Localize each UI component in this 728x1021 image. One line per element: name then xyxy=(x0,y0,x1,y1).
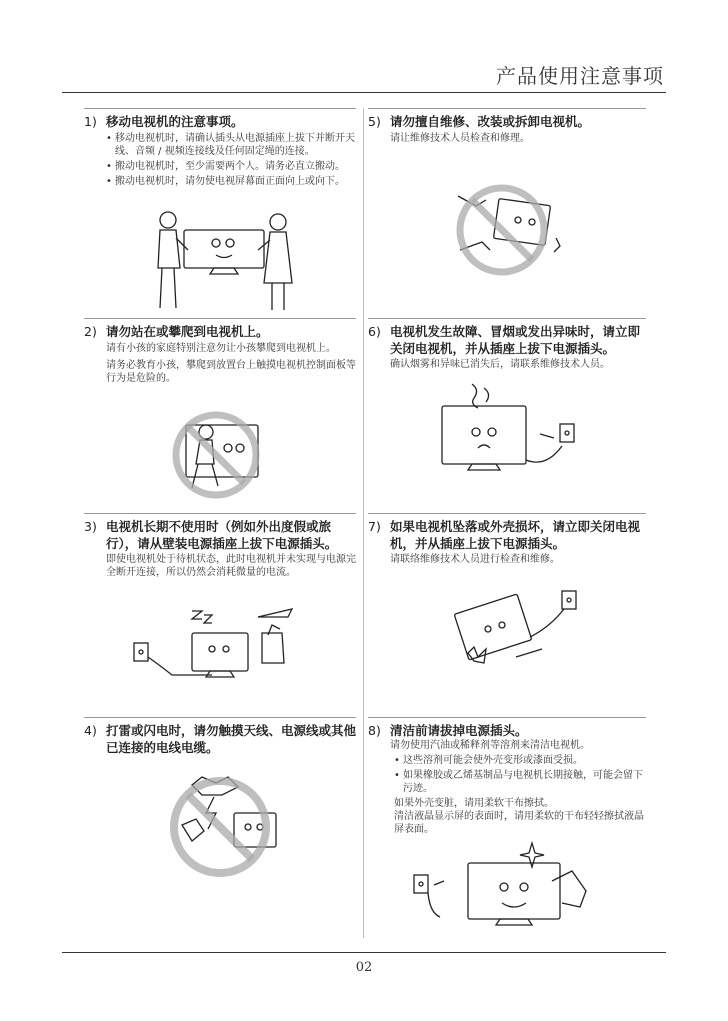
column-divider xyxy=(363,108,364,938)
section-number: 2) xyxy=(84,324,97,339)
section-6 xyxy=(368,318,646,513)
section-title: 打雷或闪电时，请勿触摸天线、电源线或其他已连接的电线电缆。 xyxy=(106,723,357,755)
section-text: 请务必教育小孩，攀爬到放置台上触摸电视机控制面板等行为是危险的。 xyxy=(106,360,356,384)
section-title: 清洁前请拔掉电源插头。 xyxy=(390,723,528,738)
section-8 xyxy=(368,717,646,939)
section-intro: 请勿使用汽油或稀释剂等溶剂来清洁电视机。 xyxy=(390,740,590,751)
section-text: 请让维修技术人员检查和修理。 xyxy=(390,133,530,144)
wipe-tv-screen-icon xyxy=(412,841,586,931)
header-rule xyxy=(62,92,666,93)
bullet-item: • 这些溶剂可能会使外壳变形或漆面受损。 xyxy=(394,754,646,767)
section-4 xyxy=(84,717,356,939)
page-title: 产品使用注意事项 xyxy=(496,64,664,88)
section-3 xyxy=(84,513,356,715)
section-2 xyxy=(84,318,356,513)
no-climbing-child-icon xyxy=(166,410,266,500)
section-number: 8) xyxy=(368,723,381,738)
section-text: 确认烟雾和异味已消失后，请联系维修技术人员。 xyxy=(390,359,610,370)
dropped-tv-unplug-icon xyxy=(446,577,586,683)
smoking-tv-unplug-icon xyxy=(436,380,586,480)
two-people-carrying-tv-icon xyxy=(154,208,294,318)
section-title: 请勿擅自维修、改装或拆卸电视机。 xyxy=(390,114,591,129)
section-number: 1) xyxy=(84,114,97,129)
no-disassembly-icon xyxy=(446,180,566,280)
section-title: 移动电视机的注意事项。 xyxy=(106,114,244,129)
section-text: 请联络维修技术人员进行检查和维修。 xyxy=(390,554,560,565)
bullet-item: • 搬动电视机时，至少需要两个人。请务必直立搬动。 xyxy=(106,160,356,173)
section-number: 7) xyxy=(368,519,381,534)
section-text: 即使电视机处于待机状态，此时电视机并未实现与电源完全断开连接，所以仍然会消耗微量的电流。 xyxy=(106,554,356,578)
section-number: 6) xyxy=(368,324,381,339)
section-text: 清洁液晶显示屏的表面时，请用柔软的干布轻轻擦拭液晶屏表面。 xyxy=(394,811,644,835)
section-title: 电视机发生故障、冒烟或发出异味时，请立即关闭电视机，并从插座上拔下电源插头。 xyxy=(390,324,641,356)
bullet-item: • 移动电视机时，请确认插头从电源插座上拔下并断开天线、音频 / 视频连接线及任何固定绳的连接。 xyxy=(106,132,356,158)
page-number: 02 xyxy=(355,960,373,975)
section-title: 如果电视机坠落或外壳损坏，请立即关闭电视机，并从插座上拔下电源插头。 xyxy=(390,519,641,551)
section-title: 电视机长期不使用时（例如外出度假或旅行），请从壁装电源插座上拔下电源插头。 xyxy=(106,519,338,551)
section-number: 5) xyxy=(368,114,381,129)
section-1 xyxy=(84,108,356,318)
section-5 xyxy=(368,108,646,318)
bullet-item: • 搬动电视机时，请勿使电视屏幕面正面向上或向下。 xyxy=(106,175,356,188)
bullet-item: • 如果橡胶或乙烯基制品与电视机长期接触，可能会留下污迹。 xyxy=(394,769,646,795)
section-number: 3) xyxy=(84,519,97,534)
unplug-before-vacation-icon xyxy=(132,605,312,689)
section-text: 如果外壳变脏，请用柔软干布擦拭。 xyxy=(394,798,554,809)
no-touch-during-lightning-icon xyxy=(162,773,282,879)
section-title: 请勿站在或攀爬到电视机上。 xyxy=(106,324,269,339)
section-7 xyxy=(368,513,646,715)
section-text: 请有小孩的家庭特别注意勿让小孩攀爬到电视机上。 xyxy=(106,343,336,354)
section-number: 4) xyxy=(84,723,97,738)
footer-rule xyxy=(62,952,666,953)
